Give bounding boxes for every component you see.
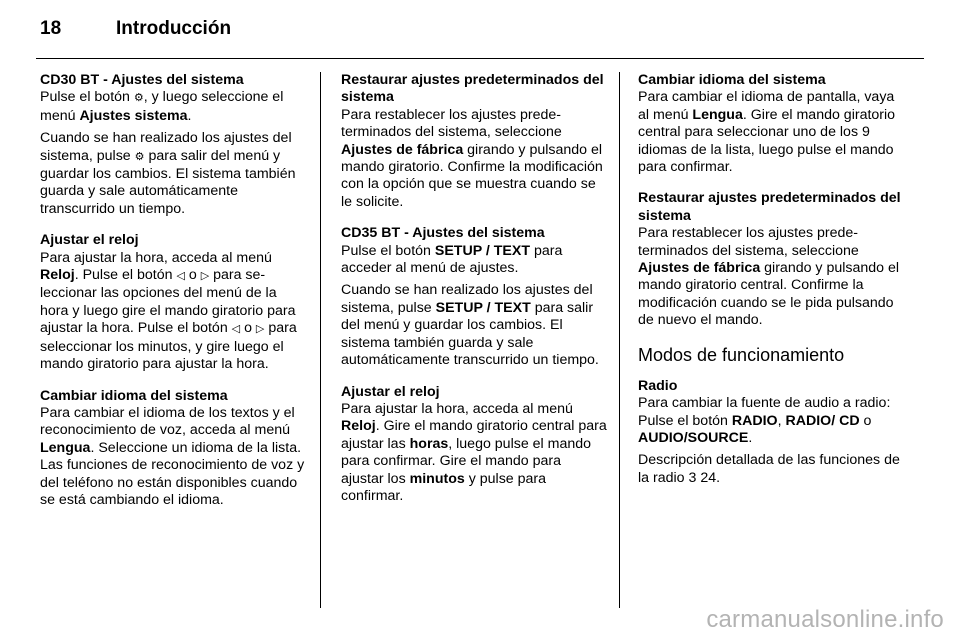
paragraph: Pulse el botón SETUP / TEXT para acceder al menú de ajustes. [341, 242, 563, 277]
right-arrow-icon: ▷ [200, 270, 210, 283]
paragraph: Para restablecer los ajustes predeterminados del sistema, seleccione Ajustes de fábrica girando y pulsando el mando giratorio central. Confirme la modificación cuando se le pida pulsando de nuevo el mando. [638, 225, 900, 329]
section-restore-defaults [341, 72, 607, 211]
section-heading: CD35 BT - Ajustes del sistema [341, 225, 545, 242]
section-heading: Ajustar el reloj [341, 383, 440, 400]
section-cd35-settings [341, 225, 607, 369]
page-number: 18 [40, 18, 62, 39]
section-clock [40, 232, 306, 373]
section-heading: Cambiar idioma del sistema [40, 387, 228, 404]
left-arrow-icon: ◁ [176, 270, 185, 283]
paragraph: Cuando se han realizado los ajustes del sistema, pulse ⚙ para salir del menú y guardar los cambios. El sistema también guarda y sale automáticamente transcurrido un tiempo. [40, 130, 296, 217]
section-heading: CD30 BT - Ajustes del sistema [40, 72, 244, 88]
paragraph: Para cambiar el idioma de los textos y el reconocimiento de voz, acceda al menú Lengua. Seleccione un idioma de la lista. Las funciones de reconocimiento de voz y del teléfono no están disponibles cuando se está cambiando el idioma. [40, 404, 305, 508]
paragraph: Pulse el botón ⚙, y luego seleccione el menú Ajustes sistema. [40, 89, 284, 124]
section-cd30-settings [40, 72, 306, 218]
paragraph: Cuando se han realizado los ajustes del sistema, pulse SETUP / TEXT para salir del menú y guardar los cambios. El sistema también guarda y sale automáticamente transcurrido un tiempo. [341, 282, 599, 369]
section-heading: Radio [638, 377, 678, 394]
page-header [36, 0, 924, 59]
page-reference-icon: 3 [688, 469, 697, 486]
section-restore-defaults [638, 190, 904, 329]
settings-icon: ⚙ [134, 150, 145, 163]
section-heading: Cambiar idioma del sistema [638, 72, 826, 88]
section-clock [341, 384, 607, 506]
watermark: carmanualsonline.info [706, 606, 944, 633]
paragraph: Para ajustar la hora, acceda al menú Reloj. Gire el mando giratorio central para ajustar las horas, luego pulse el mando para confirmar. Gire el mando para ajustar los minutos y pulse para confirmar. [341, 400, 607, 504]
paragraph: Para restablecer los ajustes predeterminados del sistema, seleccione Ajustes de fábrica girando y pulsando el mando giratorio. Confirme la modificación con la opción que se muestra cuando se le solicite. [341, 106, 603, 210]
paragraph: Para cambiar el idioma de pantalla, vaya al menú Lengua. Gire el mando giratorio central para seleccionar uno de los 9 idiomas de la lista, luego pulse el mando para confirmar. [638, 89, 896, 176]
section-heading: Ajustar el reloj [40, 232, 139, 249]
paragraph: Para cambiar la fuente de audio a radio: Pulse el botón RADIO, RADIO/ CD o AUDIO/SOURCE. [638, 395, 891, 446]
section-radio [638, 378, 904, 487]
column-3 [638, 72, 904, 501]
page-title: Introducción [116, 18, 232, 39]
section-heading: Restaurar ajustes predeterminados del sistema [638, 190, 901, 224]
column-divider [320, 72, 321, 608]
column-divider [619, 72, 620, 608]
section-language [40, 388, 306, 510]
section-language [638, 72, 904, 176]
settings-icon: ⚙ [133, 92, 144, 105]
right-arrow-icon: ▷ [255, 323, 265, 336]
section-title: Modos de funcionamiento [638, 344, 845, 365]
paragraph: Descripción detallada de las funciones de la radio 3 24. [638, 452, 900, 486]
left-arrow-icon: ◁ [231, 323, 241, 336]
column-2 [341, 72, 607, 519]
section-heading: Restaurar ajustes predeterminados del sistema [341, 72, 604, 106]
paragraph: Para ajustar la hora, acceda al menú Reloj. Pulse el botón ◁ o ▷ para seleccionar las opciones del menú de la hora y luego gire el mando giratorio para ajustar la hora. Pulse el botón ◁ o ▷ para seleccionar los minutos, y gire luego el mando giratorio para ajustar la hora. [40, 249, 297, 373]
column-1 [40, 72, 306, 523]
